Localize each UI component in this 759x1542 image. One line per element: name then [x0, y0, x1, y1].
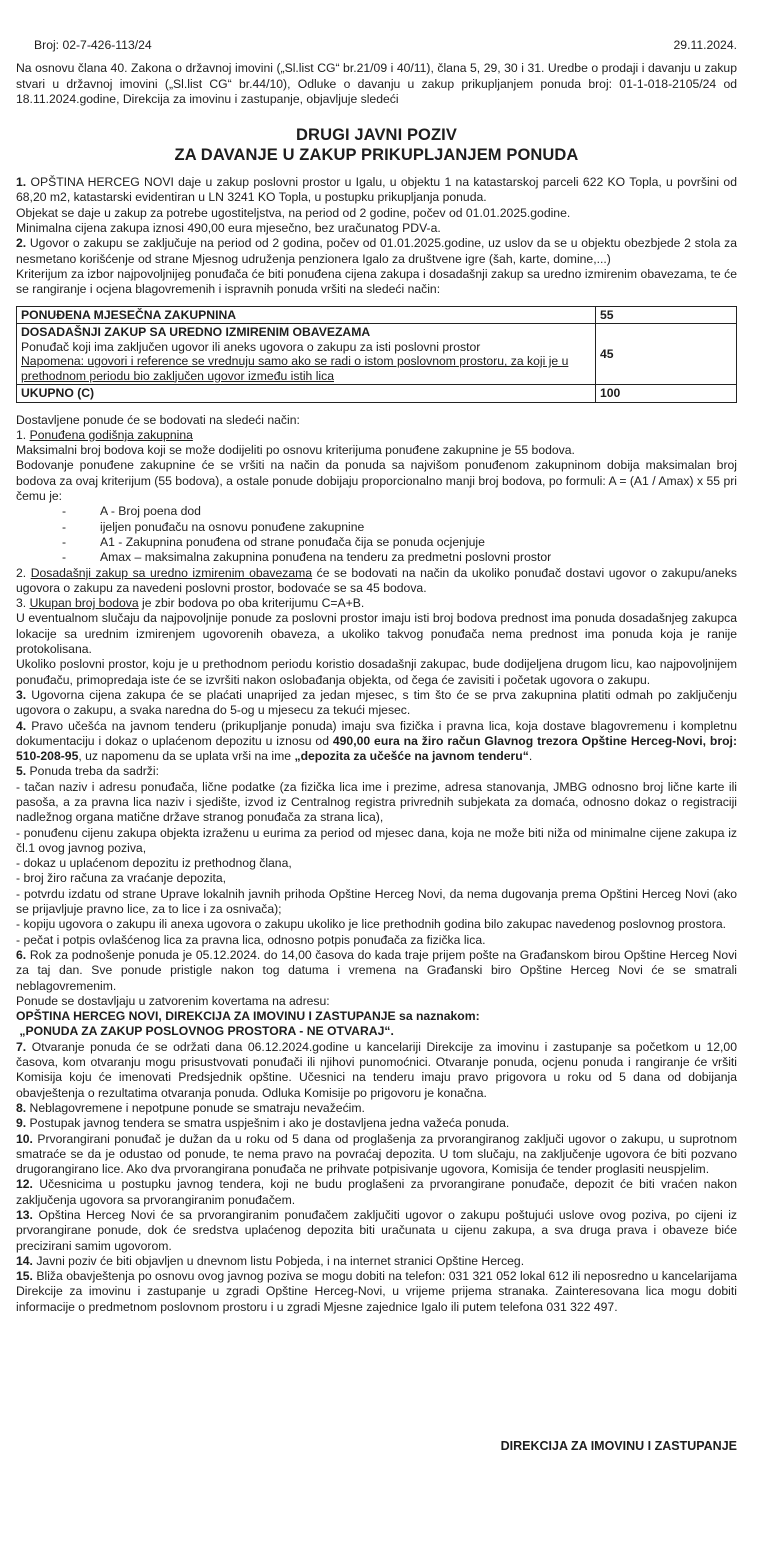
- criterion-offered-rent: PONUĐENA MJESEČNA ZAKUPNINA: [17, 306, 596, 324]
- document-date: 29.11.2024.: [673, 38, 737, 52]
- section-13: 13. Opština Herceg Novi će sa prvorangiranim ponuđačem zaključiti ugovor o zakupu poštujući uslove ovog poziva, po cijeni iz prvorangirane ponude, dok će sredstva uplaćenog depozita biti uračunata u cijenu zakupa, a sva druga prava i obaveze biće precizirani samim ugovorom.: [16, 1208, 737, 1253]
- scoring-item-2: 2. Dosadašnji zakup sa uredno izmirenim obavezama će se bodovati na način da ukoliko ponuđač dostavi ugovor o zakupu/aneks ugovora o zakupu za navedeni poslovni prostor, bodovaće se sa 45 bodova.: [16, 565, 737, 595]
- list-item: - Amax – maksimalna zakupnina ponuđena na tenderu za predmetni poslovni prostor: [62, 550, 552, 565]
- section-4: 4. Pravo učešća na javnom tenderu (prikupljanje ponuda) imaju sva fizička i pravna lica, koja dostave blagovremenu i kompletnu dokumentaciju i dokaz o uplaćenom depozitu u iznosu od 490,00 eura na žiro račun Glavnog trezora Opštine Herceg-Novi, broj: 510-208-95, uz napomenu da se uplata vrši na ime „depozita za učešće na javnom tenderu“.: [16, 718, 737, 764]
- section-2-number: 2.: [16, 236, 27, 251]
- reference-number: Broj: 02-7-426-113/24: [34, 38, 152, 52]
- list-item: - A - Broj poena dod: [62, 504, 201, 519]
- scoring-intro: Dostavljene ponude će se bodovati na sledeći način:: [16, 412, 300, 427]
- list-item: - ijeljen ponuđaču na osnovu ponuđene zakupnine: [62, 519, 365, 534]
- criterion-total-points: 100: [596, 385, 737, 403]
- list-item: - potvrdu izdatu od strane Uprave lokalnih javnih prihoda Opštine Herceg Novi, da nema dugovanja prema Opštini Herceg Novi (ako se prijavljuje pravno lice, za to lice i za osnivača);: [16, 886, 737, 917]
- criterion-total: UKUPNO (C): [17, 385, 596, 403]
- criterion-previous-lease-label: DOSADAŠNJI ZAKUP SA UREDNO IZMIRENIM OBAVEZAMA: [21, 325, 371, 340]
- section-2: 2. Ugovor o zakupu se zaključuje na period od 2 godina, počev od 01.01.2025.godine, uz uslov da se u objektu obezbjede 2 stola za nesmetano korišćenje od strane Mjesnog udruženja penzionera Igalo za društvene igre (šah, karte, domine,...): [16, 236, 737, 266]
- section-12: 12. Učesnicima u postupku javnog tendera, koji ne budu proglašeni za prvorangirane ponuđače, depozit će biti vraćen nakon zaključenja ugovora sa prvorangiranim ponuđačem.: [16, 1177, 737, 1207]
- notice-document: [16, 38, 737, 1315]
- scoring-other-tenant: Ukoliko poslovni prostor, koju je u prethodnom periodu koristio dosadašnji zakupac, bude dodijeljena drugom licu, kao najpovoljnijem ponuđaču, primopredaja iste će se izvršiti nakon oslobađanja objekta, od čega će zavisiti i početak ugovora o zakupu.: [16, 657, 737, 687]
- table-row: [17, 385, 737, 403]
- criterion-previous-lease-points: 45: [596, 324, 737, 385]
- intro-paragraph: Na osnovu člana 40. Zakona o državnoj imovini („Sl.list CG“ br.21/09 i 40/11), člana 5, 29, 30 i 31. Uredbe o prodaji i davanju u zakup stvari u državnoj imovini („Sl.list CG“ br.44/10), Odluke o davanju u zakup prikupljanjem ponuda broj: 01-1-018-2105/24 od 18.11.2024.godine, Direkcija za imovinu i zastupanje, objavljuje sledeći: [16, 61, 737, 106]
- criterion-previous-lease: [17, 324, 596, 385]
- section-6-address: OPŠTINA HERCEG NOVI, DIREKCIJA ZA IMOVINU I ZASTUPANJE sa naznakom:: [16, 1009, 480, 1024]
- section-1-purpose: Objekat se daje u zakup za potrebe ugostiteljstva, na period od 2 godine, počev od 01.01.2025.godine.: [16, 205, 571, 220]
- list-item: - A1 - Zakupnina ponuđena od strane ponuđača čija se ponuda ocjenjuje: [62, 534, 485, 549]
- list-item: - dokaz u uplaćenom depozitu iz prethodnog člana,: [16, 856, 292, 871]
- title-line-2: ZA DAVANJE U ZAKUP PRIKUPLJANJEM PONUDA: [174, 146, 579, 165]
- notice-title: [16, 125, 737, 165]
- scoring-equal-points: U eventualnom slučaju da najpovoljnije ponude za poslovni prostor imaju isti broj bodova prednost ima ponuda dosadašnjeg zakupca lokacije sa urednim izmirenjem ugovorenih obaveza, a ukoliko takvog ponuđača nema prednost ima ponuda koja je ranije protokolisana.: [16, 611, 737, 657]
- section-6-envelope: Ponude se dostavljaju u zatvorenim kovertama na adresu:: [16, 993, 330, 1008]
- section-10: 10. Prvorangirani ponuđač je dužan da u roku od 5 dana od proglašenja za prvorangiranog zaključi ugovor o zakupu, u suprotnom smatraće se da je odustao od ponude, te nema pravo na povraćaj depozita. U tom slučaju, na zaključenje ugovora će biti pozvano drugorangirano lice. Ako dva prvorangirana ponuđača ne prihvate potpisivanje ugovora, Komisija će tender proglasiti neuspjelim.: [16, 1131, 737, 1177]
- list-item: - kopiju ugovora o zakupu ili anexa ugovora o zakupu ukoliko je lice prethodnih godina bilo zakupac navedenog poslovnog prostora.: [16, 917, 727, 932]
- scoring-max-points: Maksimalni broj bodova koji se može dodijeliti po osnovu kriterijuma ponuđene zakupnine je 55 bodova.: [16, 443, 575, 458]
- criterion-previous-lease-note: Napomena: ugovori i reference se vrednuju samo ako se radi o istom poslovnom prostoru, za koji je u prethodnom periodu bio zaključen ugovor između istih lica: [21, 354, 569, 383]
- section-5: 5. Ponuda treba da sadrži:: [16, 764, 159, 779]
- scoring-item-3: 3. Ukupan broj bodova je zbir bodova po oba kriterijumu C=A+B.: [16, 596, 365, 611]
- section-1: 1. OPŠTINA HERCEG NOVI daje u zakup poslovni prostor u Igalu, u objektu 1 na katastarskoj parceli 622 KO Topla, u površini od 68,20 m2, katastarski evidentiran u LN 3241 KO Topla, u postupku prikupljanja ponuda.: [16, 175, 737, 205]
- criterion-offered-rent-points: 55: [596, 306, 737, 324]
- list-item: - pečat i potpis ovlašćenog lica za pravna lica, odnosno potpis ponuđača za fizička lica.: [16, 932, 486, 947]
- deposit-purpose: „depozita za učešće na javnom tenderu“: [294, 749, 529, 764]
- section-1-number: 1.: [16, 175, 27, 190]
- section-6-mark: „PONUDA ZA ZAKUP POSLOVNOG PROSTORA - NE OTVARAJ“.: [19, 1024, 394, 1039]
- section-9: 9. Postupak javnog tendera se smatra uspješnim i ako je dostavljena jedna važeća ponuda.: [16, 1116, 510, 1131]
- list-item: - ponuđenu cijenu zakupa objekta izraženu u eurima za period od mjesec dana, koja ne može biti niža od minimalne cijene zakupa iz čl.1 ovog javnog poziva,: [16, 825, 737, 855]
- section-2-criteria: Kriterijum za izbor najpovoljnijeg ponuđača će biti ponuđena cijena zakupa i dosadašnji zakup sa uredno izmirenim obavezama, te će se rangiranje i ocjena blagovremenih i ispravnih ponuda vršiti na sledeći način:: [16, 266, 737, 297]
- deposit-account: 490,00 eura na žiro račun Glavnog trezora Opštine Herceg-Novi, broj: 510-208-95: [16, 733, 737, 764]
- section-3: 3. Ugovorna cijena zakupa će se plaćati unaprijed za jedan mjesec, s tim što će se prva zakupnina platiti odmah po zaključenju ugovora o zakupu, a svaka naredna do 5-og u mjesecu za tekući mjesec.: [16, 687, 737, 718]
- document-header: [34, 38, 737, 53]
- section-6: 6. Rok za podnošenje ponuda je 05.12.2024. do 14,00 časova do kada traje prijem pošte na Građanskom birou Opštine Herceg Novi za taj dan. Sve ponude pristigle nakon tog datuma i vremena na Građanski biro Opštine Herceg Novi će se smatrali neblagovremenim.: [16, 947, 737, 993]
- scoring-item-1: 1. Ponuđena godišnja zakupnina: [16, 427, 193, 442]
- table-row: [17, 324, 737, 385]
- criteria-table: [16, 306, 737, 403]
- table-row: [17, 306, 737, 324]
- title-line-1: DRUGI JAVNI POZIV: [296, 126, 457, 145]
- list-item: - tačan naziv i adresu ponuđača, lične podatke (za fizička lica ime i prezime, adresa stanovanja, JMBG odnosno broj lične karte ili pasoša, a za pravna lica naziv i sjedište, izvod iz Centralnog registra privrednih subjekata za domaća, odnosno dokaz o registraciji nadležnog organa matične države stranog ponuđača za strana lica),: [16, 779, 737, 825]
- section-1-min-price: Minimalna cijena zakupa iznosi 490,00 eura mjesečno, bez uračunatog PDV-a.: [16, 221, 441, 236]
- criterion-previous-lease-desc: Ponuđač koji ima zaključen ugovor ili aneks ugovora o zakupu za isti poslovni prostor: [21, 339, 481, 354]
- section-8: 8. Neblagovremene i nepotpune ponude se smatraju nevažećim.: [16, 1100, 365, 1115]
- section-7: 7. Otvaranje ponuda će se održati dana 06.12.2024.godine u kancelariji Direkcije za imovinu i zastupanje sa početkom u 12,00 časova, kom otvaranju mogu prisustvovati ponuđači ili njihovi punomoćnici. Otvaranje ponuda, ocjenu ponuda i rangiranje će vršiti Komisija koju će imenovati Predsjednik opštine. Učesnici na tenderu imaju pravo prigovora u roku od 5 dana od dobijanja obavještenja o rezultatima otvaranja ponuda. Odluka Komisije po prigovoru je konačna.: [16, 1039, 737, 1100]
- section-15: 15. Bliža obavještenja po osnovu ovog javnog poziva se mogu dobiti na telefon: 031 321 052 lokal 612 ili neposredno u kancelarijama Direkcije za imovinu i zastupanje u zgradi Opštine Herceg-Novi, u vrijeme prijema stranaka. Zainteresovana lica mogu dobiti informacije o predmetnom poslovnom prostoru i u zgradi Mjesne zajednice Igalo ili putem telefona 031 322 497.: [16, 1269, 737, 1314]
- scoring-formula: Bodovanje ponuđene zakupnine će se vršiti na način da ponuda sa najvišom ponuđenom zakupninom dobija maksimalan broj bodova za ovaj kriterijum (55 bodova), a ostale ponude dobijaju proporcionalno manji broj bodova, po formuli: A = (A1 / Amax) x 55 pri čemu je:: [16, 458, 737, 504]
- section-14: 14. Javni poziv će biti objavljen u dnevnom listu Pobjeda, i na internet stranici Opštine Herceg.: [16, 1253, 525, 1268]
- list-item: - broj žiro računa za vraćanje depozita,: [16, 871, 227, 886]
- signature-line: DIREKCIJA ZA IMOVINU I ZASTUPANJE: [500, 1439, 737, 1453]
